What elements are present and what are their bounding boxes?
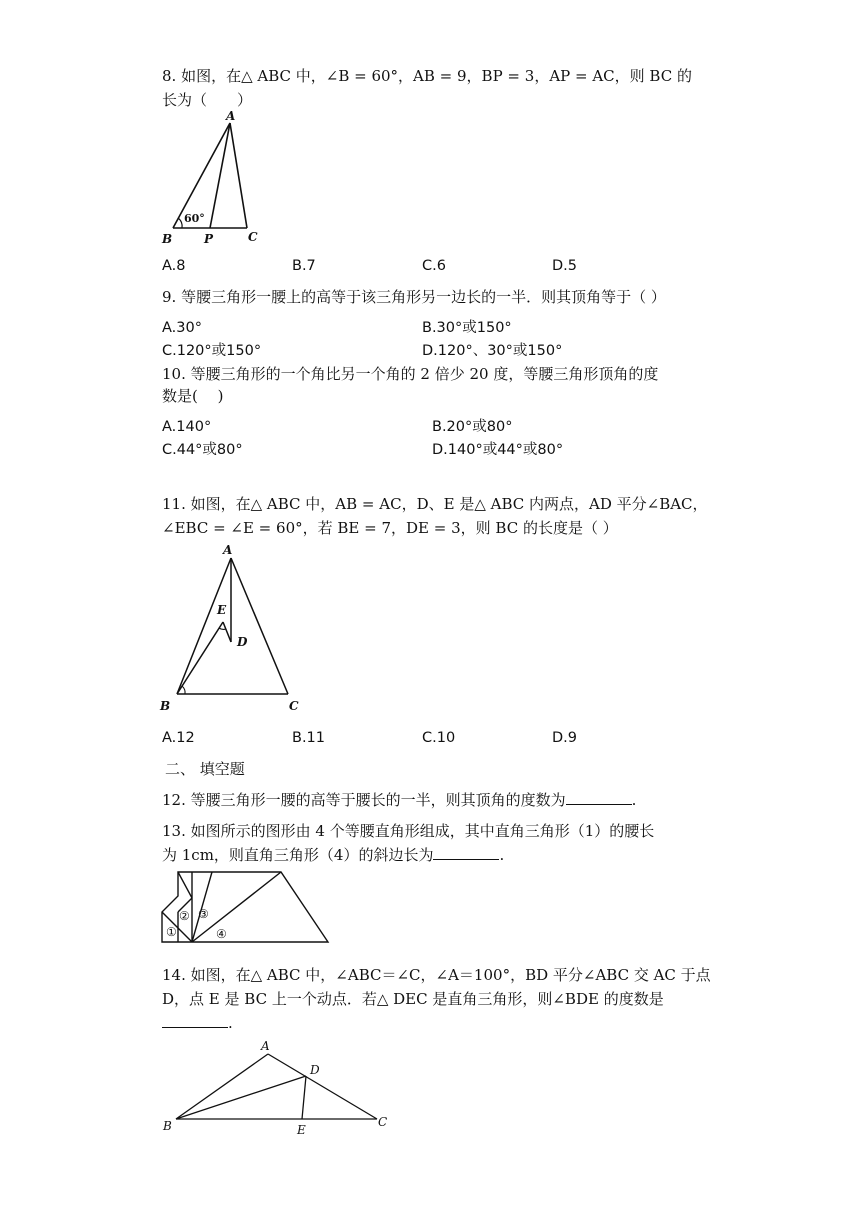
q11-option-d[interactable]: D.9 (552, 730, 577, 746)
q10-option-c[interactable]: C.44°或80° (162, 442, 243, 458)
q10-stem-line2: 数是( ) (162, 387, 224, 405)
q14-stem-line2: D，点 E 是 BC 上一个动点．若△ DEC 是直角三角形，则∠BDE 的度数是 (162, 990, 664, 1008)
q13-text: 为 1cm，则直角三角形（4）的斜边长为 (162, 846, 434, 864)
q11-label-a: A (223, 543, 233, 557)
q13-answer-blank[interactable] (433, 845, 499, 860)
q14-end: . (228, 1014, 233, 1032)
q8-option-a[interactable]: A.8 (162, 258, 186, 274)
q11-label-b: B (160, 699, 171, 713)
q14-stem-line3 (162, 1013, 233, 1033)
q8-label-angle: 60° (184, 212, 205, 225)
q14-segment-de (302, 1076, 306, 1119)
q11-label-d: D (237, 635, 248, 649)
q10-stem-line1: 10. 等腰三角形的一个角比另一个角的 2 倍少 20 度，等腰三角形顶角的度 (162, 365, 659, 383)
q10-option-a[interactable]: A.140° (162, 419, 212, 435)
q10-option-d[interactable]: D.140°或44°或80° (432, 442, 564, 458)
q14-label-e: E (297, 1123, 306, 1137)
q9-option-c[interactable]: C.120°或150° (162, 343, 262, 359)
q11-option-a[interactable]: A.12 (162, 730, 195, 746)
q11-stem-line2: ∠EBC = ∠E = 60°，若 BE = 7，DE = 3，则 BC 的长度是（ ） (162, 519, 618, 537)
q14-figure (160, 1036, 400, 1136)
q14-side-ab (176, 1054, 268, 1119)
q12-answer-blank[interactable] (566, 790, 632, 805)
q11-figure (155, 540, 305, 715)
q8-option-b[interactable]: B.7 (292, 258, 316, 274)
q11-option-c[interactable]: C.10 (422, 730, 456, 746)
q11-label-c: C (289, 699, 299, 713)
q13-outline (162, 872, 328, 942)
q8-option-c[interactable]: C.6 (422, 258, 446, 274)
q8-figure (160, 110, 270, 250)
q13-label-3: ③ (198, 907, 209, 921)
q11-stem-line1: 11. 如图，在△ ABC 中，AB = AC，D、E 是△ ABC 内两点，AD 平分∠BAC， (162, 495, 708, 513)
q8-label-c: C (248, 230, 258, 244)
q14-stem-line1: 14. 如图，在△ ABC 中，∠ABC＝∠C，∠A＝100°，BD 平分∠ABC 交 AC 于点 (162, 966, 711, 984)
q11-segment-be (177, 622, 223, 694)
q9-option-b[interactable]: B.30°或150° (422, 320, 512, 336)
q9-option-a[interactable]: A.30° (162, 320, 202, 336)
q8-label-b: B (162, 232, 173, 246)
q12-text: 12. 等腰三角形一腰的高等于腰长的一半，则其顶角的度数为 (162, 791, 566, 809)
q14-label-a: A (261, 1039, 270, 1053)
q12-stem (162, 790, 636, 810)
q8-label-p: P (204, 232, 214, 246)
q11-segment-ed (223, 622, 231, 642)
q10-option-b[interactable]: B.20°或80° (432, 419, 513, 435)
q13-label-1: ① (166, 925, 177, 939)
q14-label-c: C (378, 1115, 388, 1129)
q8-segment-ap (210, 123, 230, 228)
q13-stem-line1: 13. 如图所示的图形由 4 个等腰直角形组成，其中直角三角形（1）的腰长 (162, 822, 655, 840)
q13-figure (160, 870, 332, 946)
q11-side-ac (231, 558, 288, 694)
q9-option-d[interactable]: D.120°、30°或150° (422, 343, 563, 359)
q14-answer-blank[interactable] (162, 1013, 228, 1028)
q8-side-ac (230, 123, 247, 228)
q13-stem-line2 (162, 845, 504, 865)
q11-side-ab (177, 558, 231, 694)
q13-label-4: ④ (216, 927, 227, 941)
q11-option-b[interactable]: B.11 (292, 730, 326, 746)
section-title: 二、 填空题 (165, 760, 245, 778)
q14-side-ac (268, 1054, 377, 1119)
q8-stem-line2: 长为（ ） (162, 91, 253, 109)
q8-label-a: A (226, 109, 236, 123)
q11-angle-arc-b (182, 686, 185, 694)
q13-edge-5 (178, 872, 192, 898)
q14-segment-bd (176, 1076, 306, 1119)
q14-label-b: B (163, 1119, 172, 1133)
q11-label-e: E (217, 603, 227, 617)
q12-end: . (631, 791, 637, 809)
q13-label-2: ② (179, 909, 190, 923)
q13-end: . (499, 846, 505, 864)
q9-stem: 9. 等腰三角形一腰上的高等于该三角形另一边长的一半．则其顶角等于（ ） (162, 288, 666, 306)
q8-angle-arc (178, 218, 182, 228)
q8-option-d[interactable]: D.5 (552, 258, 577, 274)
q14-label-d: D (310, 1063, 320, 1077)
q8-stem-line1: 8. 如图，在△ ABC 中，∠B = 60°，AB = 9，BP = 3，AP = AC，则 BC 的 (162, 67, 692, 85)
